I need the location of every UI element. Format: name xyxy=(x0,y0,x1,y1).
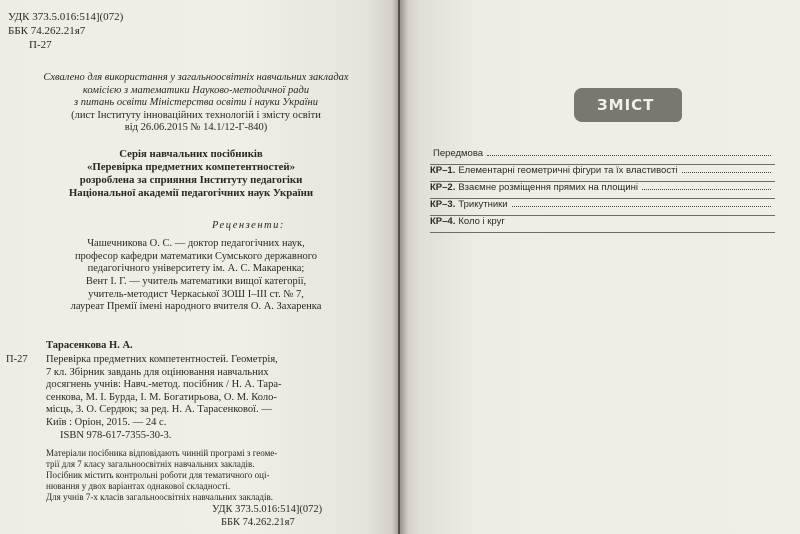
toc-item[interactable] xyxy=(430,165,775,182)
reviewer-line: лауреат Премії імені народного вчителя О. А. Захаренка xyxy=(70,301,322,313)
annotation-line: Матеріали посібника відповідають чинній програмі з геоме- xyxy=(46,448,278,458)
toc-item-title: Коло і круг xyxy=(458,216,505,227)
reviewers-heading: Рецензенти: xyxy=(212,220,285,231)
biblio-line: 7 кл. Збірник завдань для оцінювання навчальних xyxy=(46,366,269,378)
toc-item-code: КР–1. xyxy=(430,165,456,176)
annotation-line: Посібник містить контрольні роботи для тематичного оці- xyxy=(46,470,270,480)
toc-divider xyxy=(430,198,775,199)
biblio-line: Перевірка предметних компетентностей. Геометрія, xyxy=(46,354,278,365)
reviewer-2 xyxy=(0,276,392,314)
reviewer-line: педагогічного університету ім. А. С. Макаренка; xyxy=(87,263,305,275)
toc-divider xyxy=(430,215,775,216)
reviewer-line: учитель-методист Черкаської ЗОШ І–ІІІ ст. № 7, xyxy=(88,288,304,300)
toc-leader-dots xyxy=(682,172,771,173)
bbk-code-bottom: ББК 74.262.21я7 xyxy=(221,517,295,528)
series-line: «Перевірка предметних компетентностей» xyxy=(86,161,296,173)
left-page xyxy=(0,0,398,534)
catalog-index-top: П-27 xyxy=(29,39,52,51)
bibliographic-record xyxy=(46,354,281,430)
reviewer-1 xyxy=(0,238,392,276)
book-gutter xyxy=(392,0,408,534)
annotation-line: трії для 7 класу загальноосвітніх навчальних закладів. xyxy=(46,459,255,469)
toc-item-code: КР–4. xyxy=(430,216,456,227)
approval-note xyxy=(0,72,392,135)
toc-item[interactable] xyxy=(430,216,775,233)
biblio-line: Київ : Оріон, 2015. — 24 с. xyxy=(46,416,167,428)
author-name: Тарасенкова Н. А. xyxy=(46,340,133,351)
annotation-line: нювання у двох варіантах однакової складності. xyxy=(46,481,231,491)
isbn: ISBN 978-617-7355-30-3. xyxy=(60,430,172,441)
approval-line: Схвалено для використання у загальноосвітніх навчальних закладах xyxy=(43,72,349,83)
series-info xyxy=(0,148,382,200)
series-line: Серія навчальних посібників xyxy=(119,148,263,160)
toc-item[interactable] xyxy=(430,148,775,165)
udk-code-top: УДК 373.5.016:514](072) xyxy=(8,11,124,23)
reviewer-line: Чашечникова О. С. — доктор педагогічних наук, xyxy=(87,238,305,249)
contents-title: ЗМІСТ xyxy=(597,96,655,114)
series-line: розроблена за сприяння Інституту педагогіки xyxy=(79,174,303,186)
toc-divider xyxy=(430,164,775,165)
toc-item-title: Взаємне розміщення прямих на площині xyxy=(458,182,639,193)
toc-item-title: Передмова xyxy=(433,148,484,159)
right-page xyxy=(400,0,800,534)
toc-leader-dots xyxy=(487,155,771,156)
approval-line: з питань освіти Міністерства освіти і науки України xyxy=(74,97,318,109)
toc-item-code: КР–2. xyxy=(430,182,456,193)
biblio-line: сенкова, М. І. Бурда, І. М. Богатирьова, О. М. Коло- xyxy=(46,391,277,403)
udk-code-bottom: УДК 373.5.016:514](072) xyxy=(212,504,323,515)
biblio-line: досягнень учнів: Навч.-метод. посібник / Н. А. Тара- xyxy=(46,379,282,391)
series-line: Національної академії педагогічних наук України xyxy=(68,187,314,199)
biblio-line: місць, З. О. Сердюк; за ред. Н. А. Тарасенкової. — xyxy=(46,404,272,416)
approval-line: комісією з математики Науково-методичної ради xyxy=(82,84,310,96)
toc-leader-dots xyxy=(512,206,771,207)
toc-item-title: Трикутники xyxy=(458,199,508,210)
annotation xyxy=(46,448,277,503)
table-of-contents xyxy=(430,148,775,233)
annotation-line: Для учнів 7-х класів загальноосвітніх навчальних закладів. xyxy=(46,492,273,502)
toc-item-title: Елементарні геометричні фігури та їх властивості xyxy=(458,165,678,176)
approval-line: від 26.06.2015 № 14.1/12-Г-840) xyxy=(124,122,268,134)
reviewer-line: Вент І. Г. — учитель математики вищої категорії, xyxy=(85,276,307,287)
bbk-code-top: ББК 74.262.21я7 xyxy=(8,25,86,37)
toc-leader-dots xyxy=(642,189,771,190)
toc-item[interactable] xyxy=(430,199,775,216)
toc-item[interactable] xyxy=(430,182,775,199)
toc-divider xyxy=(430,181,775,182)
approval-line: (лист Інституту інноваційних технологій і змісту освіти xyxy=(71,109,321,121)
toc-item-code: КР–3. xyxy=(430,199,456,210)
toc-divider xyxy=(430,232,775,233)
reviewer-line: професор кафедри математики Сумського державного xyxy=(74,250,318,262)
catalog-index-side: П-27 xyxy=(6,354,28,365)
